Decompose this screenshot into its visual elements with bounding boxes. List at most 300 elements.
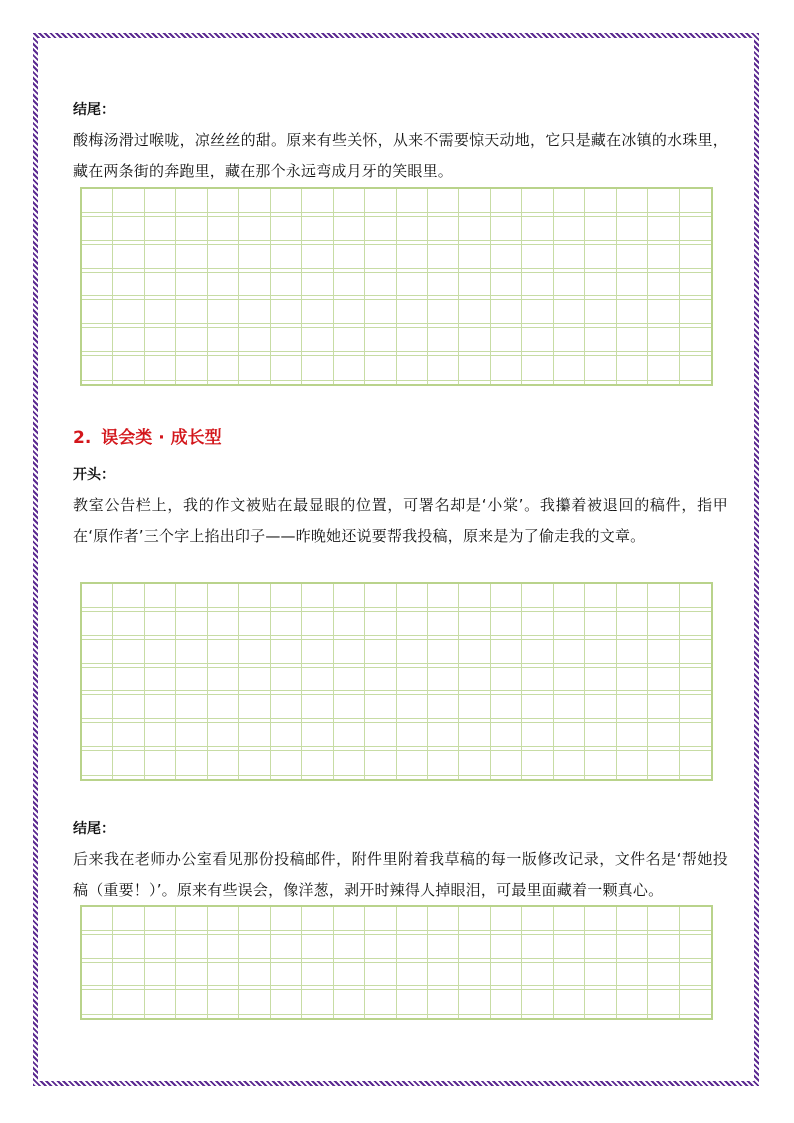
- grid-cell: [239, 612, 270, 640]
- grid-cell: [82, 695, 113, 723]
- grid-cell: [302, 668, 333, 696]
- grid-cell: [585, 612, 616, 640]
- grid-cell: [680, 751, 711, 779]
- grid-cell: [617, 751, 648, 779]
- grid-cell: [145, 640, 176, 668]
- grid-cell: [648, 217, 679, 245]
- grid-cell: [617, 217, 648, 245]
- grid-cell: [176, 751, 207, 779]
- grid-cell: [491, 907, 522, 935]
- grid-cell: [365, 935, 396, 963]
- grid-cell: [113, 723, 144, 751]
- grid-cell: [397, 189, 428, 217]
- grid-cell: [145, 723, 176, 751]
- grid-cell: [617, 356, 648, 384]
- grid-cell: [397, 640, 428, 668]
- grid-cell: [113, 217, 144, 245]
- grid-cell: [271, 189, 302, 217]
- grid-cell: [302, 751, 333, 779]
- grid-cell: [365, 751, 396, 779]
- grid-cell: [491, 300, 522, 328]
- grid-cell: [176, 612, 207, 640]
- grid-cell: [648, 907, 679, 935]
- grid-cell: [365, 245, 396, 273]
- grid-cell: [82, 189, 113, 217]
- grid-cell: [428, 273, 459, 301]
- grid-cell: [459, 300, 490, 328]
- grid-cell: [522, 907, 553, 935]
- grid-cell: [113, 328, 144, 356]
- grid-cell: [145, 963, 176, 991]
- grid-cell: [522, 217, 553, 245]
- grid-cell: [82, 640, 113, 668]
- grid-cell: [334, 668, 365, 696]
- grid-cell: [302, 612, 333, 640]
- grid-cell: [113, 273, 144, 301]
- grid-cell: [648, 723, 679, 751]
- grid-cell: [554, 612, 585, 640]
- grid-cell: [239, 990, 270, 1018]
- grid-cell: [208, 612, 239, 640]
- grid-cell: [145, 584, 176, 612]
- grid-cell: [271, 723, 302, 751]
- grid-cell: [334, 935, 365, 963]
- grid-cell: [365, 217, 396, 245]
- grid-cell: [334, 356, 365, 384]
- grid-cell: [271, 217, 302, 245]
- grid-cell: [208, 584, 239, 612]
- grid-cell: [113, 935, 144, 963]
- grid-cell: [617, 990, 648, 1018]
- grid-cell: [334, 907, 365, 935]
- grid-cell: [554, 356, 585, 384]
- grid-cell: [459, 612, 490, 640]
- grid-cell: [145, 273, 176, 301]
- grid-cell: [648, 935, 679, 963]
- grid-cell: [239, 328, 270, 356]
- grid-cell: [554, 300, 585, 328]
- grid-cell: [680, 935, 711, 963]
- grid-cell: [648, 751, 679, 779]
- grid-cell: [585, 990, 616, 1018]
- grid-cell: [522, 640, 553, 668]
- grid-cell: [239, 963, 270, 991]
- grid-cell: [302, 217, 333, 245]
- grid-cell: [585, 907, 616, 935]
- grid-cell: [428, 217, 459, 245]
- grid-cell: [302, 300, 333, 328]
- grid-cell: [585, 300, 616, 328]
- grid-cell: [617, 584, 648, 612]
- grid-cell: [113, 907, 144, 935]
- grid-cell: [397, 723, 428, 751]
- grid-cell: [208, 963, 239, 991]
- grid-cell: [145, 907, 176, 935]
- grid-cell: [334, 751, 365, 779]
- grid-cell: [428, 300, 459, 328]
- grid-cell: [82, 990, 113, 1018]
- grid-cell: [617, 640, 648, 668]
- grid-cell: [585, 328, 616, 356]
- grid-cell: [397, 907, 428, 935]
- grid-cell: [145, 751, 176, 779]
- grid-cell: [365, 907, 396, 935]
- grid-cell: [617, 300, 648, 328]
- grid-cell: [554, 963, 585, 991]
- grid-cell: [82, 217, 113, 245]
- grid-cell: [554, 640, 585, 668]
- grid-cell: [680, 356, 711, 384]
- grid-cell: [428, 328, 459, 356]
- grid-cell: [176, 907, 207, 935]
- grid-cell: [617, 189, 648, 217]
- grid-cell: [428, 640, 459, 668]
- grid-cell: [145, 300, 176, 328]
- grid-cell: [491, 217, 522, 245]
- grid-cell: [397, 695, 428, 723]
- grid-cell: [82, 356, 113, 384]
- grid-cell: [82, 245, 113, 273]
- grid-cell: [365, 300, 396, 328]
- grid-cell: [397, 990, 428, 1018]
- grid-cell: [585, 273, 616, 301]
- grid-cell: [428, 356, 459, 384]
- grid-cell: [554, 935, 585, 963]
- grid-cell: [334, 963, 365, 991]
- grid-cell: [113, 640, 144, 668]
- grid-cell: [585, 189, 616, 217]
- grid-cell: [176, 273, 207, 301]
- grid-cell: [554, 217, 585, 245]
- grid-cell: [176, 300, 207, 328]
- grid-cell: [365, 189, 396, 217]
- grid-cell: [459, 217, 490, 245]
- grid-cell: [459, 723, 490, 751]
- grid-cell: [459, 189, 490, 217]
- grid-cell: [617, 328, 648, 356]
- grid-cell: [302, 273, 333, 301]
- grid-cell: [271, 245, 302, 273]
- grid-cell: [680, 695, 711, 723]
- grid-cell: [397, 300, 428, 328]
- grid-cell: [334, 584, 365, 612]
- grid-cell: [459, 907, 490, 935]
- writing-grid-3: [80, 905, 713, 1020]
- grid-cell: [365, 640, 396, 668]
- grid-cell: [397, 751, 428, 779]
- grid-cell: [680, 584, 711, 612]
- grid-cell: [208, 328, 239, 356]
- grid-cell: [459, 640, 490, 668]
- grid-cell: [302, 640, 333, 668]
- grid-cell: [522, 356, 553, 384]
- grid-cell: [428, 189, 459, 217]
- grid-cell: [554, 723, 585, 751]
- grid-cell: [522, 695, 553, 723]
- grid-cell: [459, 990, 490, 1018]
- grid-cell: [680, 963, 711, 991]
- grid-cell: [680, 907, 711, 935]
- grid-cell: [176, 584, 207, 612]
- grid-cell: [145, 668, 176, 696]
- grid-cell: [365, 695, 396, 723]
- grid-cell: [82, 907, 113, 935]
- opening-label-2: 开头：: [73, 467, 115, 483]
- grid-cell: [554, 990, 585, 1018]
- grid-cell: [302, 935, 333, 963]
- grid-cell: [239, 189, 270, 217]
- grid-cell: [334, 217, 365, 245]
- grid-cell: [554, 695, 585, 723]
- ending-label-2: 结尾：: [73, 821, 115, 837]
- grid-cell: [459, 328, 490, 356]
- grid-cell: [491, 356, 522, 384]
- grid-cell: [491, 273, 522, 301]
- grid-cell: [113, 695, 144, 723]
- grid-cell: [113, 356, 144, 384]
- writing-grid-2: [80, 582, 713, 781]
- grid-cell: [302, 356, 333, 384]
- grid-cell: [680, 217, 711, 245]
- grid-cell: [208, 217, 239, 245]
- grid-cell: [491, 990, 522, 1018]
- grid-cell: [208, 723, 239, 751]
- grid-cell: [648, 356, 679, 384]
- grid-cell: [522, 751, 553, 779]
- grid-cell: [208, 245, 239, 273]
- grid-cell: [176, 328, 207, 356]
- grid-cell: [113, 612, 144, 640]
- grid-cell: [680, 668, 711, 696]
- grid-cell: [82, 723, 113, 751]
- grid-cell: [176, 189, 207, 217]
- grid-cell: [113, 245, 144, 273]
- grid-cell: [145, 245, 176, 273]
- grid-cell: [208, 640, 239, 668]
- grid-cell: [302, 189, 333, 217]
- grid-cell: [491, 935, 522, 963]
- grid-cell: [82, 584, 113, 612]
- grid-cell: [271, 907, 302, 935]
- grid-cell: [302, 963, 333, 991]
- grid-cell: [145, 695, 176, 723]
- grid-cell: [648, 328, 679, 356]
- grid-cell: [365, 584, 396, 612]
- grid-cell: [176, 695, 207, 723]
- grid-cell: [239, 245, 270, 273]
- grid-cell: [428, 990, 459, 1018]
- grid-cell: [113, 990, 144, 1018]
- grid-cell: [522, 189, 553, 217]
- section-number: 2.: [73, 428, 92, 448]
- grid-cell: [365, 356, 396, 384]
- grid-cell: [680, 723, 711, 751]
- grid-cell: [397, 935, 428, 963]
- grid-cell: [239, 584, 270, 612]
- grid-cell: [522, 328, 553, 356]
- grid-cell: [522, 990, 553, 1018]
- grid-cell: [680, 990, 711, 1018]
- grid-cell: [585, 640, 616, 668]
- grid-cell: [491, 695, 522, 723]
- grid-cell: [585, 963, 616, 991]
- grid-cell: [239, 751, 270, 779]
- grid-cell: [239, 356, 270, 384]
- grid-cell: [397, 245, 428, 273]
- grid-cell: [208, 990, 239, 1018]
- grid-cell: [522, 668, 553, 696]
- grid-cell: [648, 584, 679, 612]
- grid-cell: [334, 328, 365, 356]
- grid-cell: [617, 668, 648, 696]
- grid-cell: [208, 273, 239, 301]
- grid-cell: [459, 584, 490, 612]
- grid-cell: [82, 300, 113, 328]
- grid-cell: [522, 273, 553, 301]
- grid-cell: [302, 584, 333, 612]
- grid-cell: [82, 935, 113, 963]
- grid-cell: [491, 723, 522, 751]
- grid-cell: [522, 245, 553, 273]
- grid-cell: [334, 640, 365, 668]
- grid-cell: [271, 612, 302, 640]
- grid-cell: [680, 245, 711, 273]
- grid-cell: [554, 584, 585, 612]
- grid-cell: [648, 668, 679, 696]
- grid-cell: [239, 273, 270, 301]
- grid-cell: [554, 751, 585, 779]
- grid-cell: [554, 273, 585, 301]
- grid-cell: [459, 935, 490, 963]
- grid-cell: [459, 273, 490, 301]
- writing-grid-1: [80, 187, 713, 386]
- grid-cell: [82, 273, 113, 301]
- grid-cell: [208, 751, 239, 779]
- grid-cell: [334, 273, 365, 301]
- grid-cell: [113, 963, 144, 991]
- grid-cell: [680, 640, 711, 668]
- grid-cell: [585, 245, 616, 273]
- grid-cell: [113, 584, 144, 612]
- grid-cell: [239, 935, 270, 963]
- grid-cell: [680, 189, 711, 217]
- grid-cell: [428, 612, 459, 640]
- grid-cell: [365, 723, 396, 751]
- grid-cell: [176, 963, 207, 991]
- grid-cell: [397, 328, 428, 356]
- grid-cell: [145, 356, 176, 384]
- grid-cell: [648, 189, 679, 217]
- grid-cell: [459, 963, 490, 991]
- grid-cell: [554, 189, 585, 217]
- grid-cell: [113, 189, 144, 217]
- grid-cell: [554, 328, 585, 356]
- grid-cell: [271, 273, 302, 301]
- ending-text-2: 后来我在老师办公室看见那份投稿邮件，附件里附着我草稿的每一版修改记录，文件名是‘帮她投稿（重要！）’。原来有些误会，像洋葱，剥开时辣得人掉眼泪，可最里面藏着一颗真心。: [73, 850, 728, 899]
- grid-cell: [302, 695, 333, 723]
- grid-cell: [428, 907, 459, 935]
- grid-cell: [585, 695, 616, 723]
- grid-cell: [680, 612, 711, 640]
- grid-cell: [271, 328, 302, 356]
- grid-cell: [648, 273, 679, 301]
- grid-cell: [491, 328, 522, 356]
- grid-cell: [397, 356, 428, 384]
- grid-cell: [239, 640, 270, 668]
- grid-cell: [208, 668, 239, 696]
- grid-cell: [365, 328, 396, 356]
- grid-cell: [239, 668, 270, 696]
- grid-cell: [239, 217, 270, 245]
- grid-cell: [302, 245, 333, 273]
- grid-cell: [239, 695, 270, 723]
- grid-cell: [208, 300, 239, 328]
- grid-cell: [176, 217, 207, 245]
- grid-cell: [271, 356, 302, 384]
- grid-cell: [617, 245, 648, 273]
- grid-cell: [334, 695, 365, 723]
- grid-cell: [585, 584, 616, 612]
- grid-cell: [271, 935, 302, 963]
- grid-cell: [428, 935, 459, 963]
- grid-cell: [239, 723, 270, 751]
- grid-cell: [522, 612, 553, 640]
- grid-cell: [334, 189, 365, 217]
- grid-cell: [680, 328, 711, 356]
- grid-cell: [176, 723, 207, 751]
- grid-cell: [302, 907, 333, 935]
- grid-cell: [491, 245, 522, 273]
- grid-cell: [522, 963, 553, 991]
- grid-cell: [428, 584, 459, 612]
- grid-cell: [491, 612, 522, 640]
- grid-cell: [365, 273, 396, 301]
- grid-cell: [82, 612, 113, 640]
- grid-cell: [145, 217, 176, 245]
- grid-cell: [365, 963, 396, 991]
- grid-cell: [145, 189, 176, 217]
- grid-cell: [585, 723, 616, 751]
- grid-cell: [302, 723, 333, 751]
- grid-cell: [208, 356, 239, 384]
- grid-cell: [239, 300, 270, 328]
- grid-cell: [585, 751, 616, 779]
- grid-cell: [365, 990, 396, 1018]
- grid-cell: [522, 584, 553, 612]
- grid-cell: [428, 963, 459, 991]
- grid-cell: [113, 300, 144, 328]
- grid-cell: [145, 612, 176, 640]
- grid-cell: [113, 751, 144, 779]
- grid-cell: [680, 300, 711, 328]
- grid-cell: [302, 990, 333, 1018]
- grid-cell: [648, 990, 679, 1018]
- grid-cell: [302, 328, 333, 356]
- grid-cell: [334, 723, 365, 751]
- grid-cell: [208, 907, 239, 935]
- grid-cell: [428, 245, 459, 273]
- grid-cell: [239, 907, 270, 935]
- grid-cell: [459, 751, 490, 779]
- grid-cell: [397, 217, 428, 245]
- grid-cell: [271, 300, 302, 328]
- grid-cell: [648, 612, 679, 640]
- grid-cell: [648, 695, 679, 723]
- grid-cell: [397, 668, 428, 696]
- grid-cell: [680, 273, 711, 301]
- grid-cell: [82, 963, 113, 991]
- grid-cell: [334, 300, 365, 328]
